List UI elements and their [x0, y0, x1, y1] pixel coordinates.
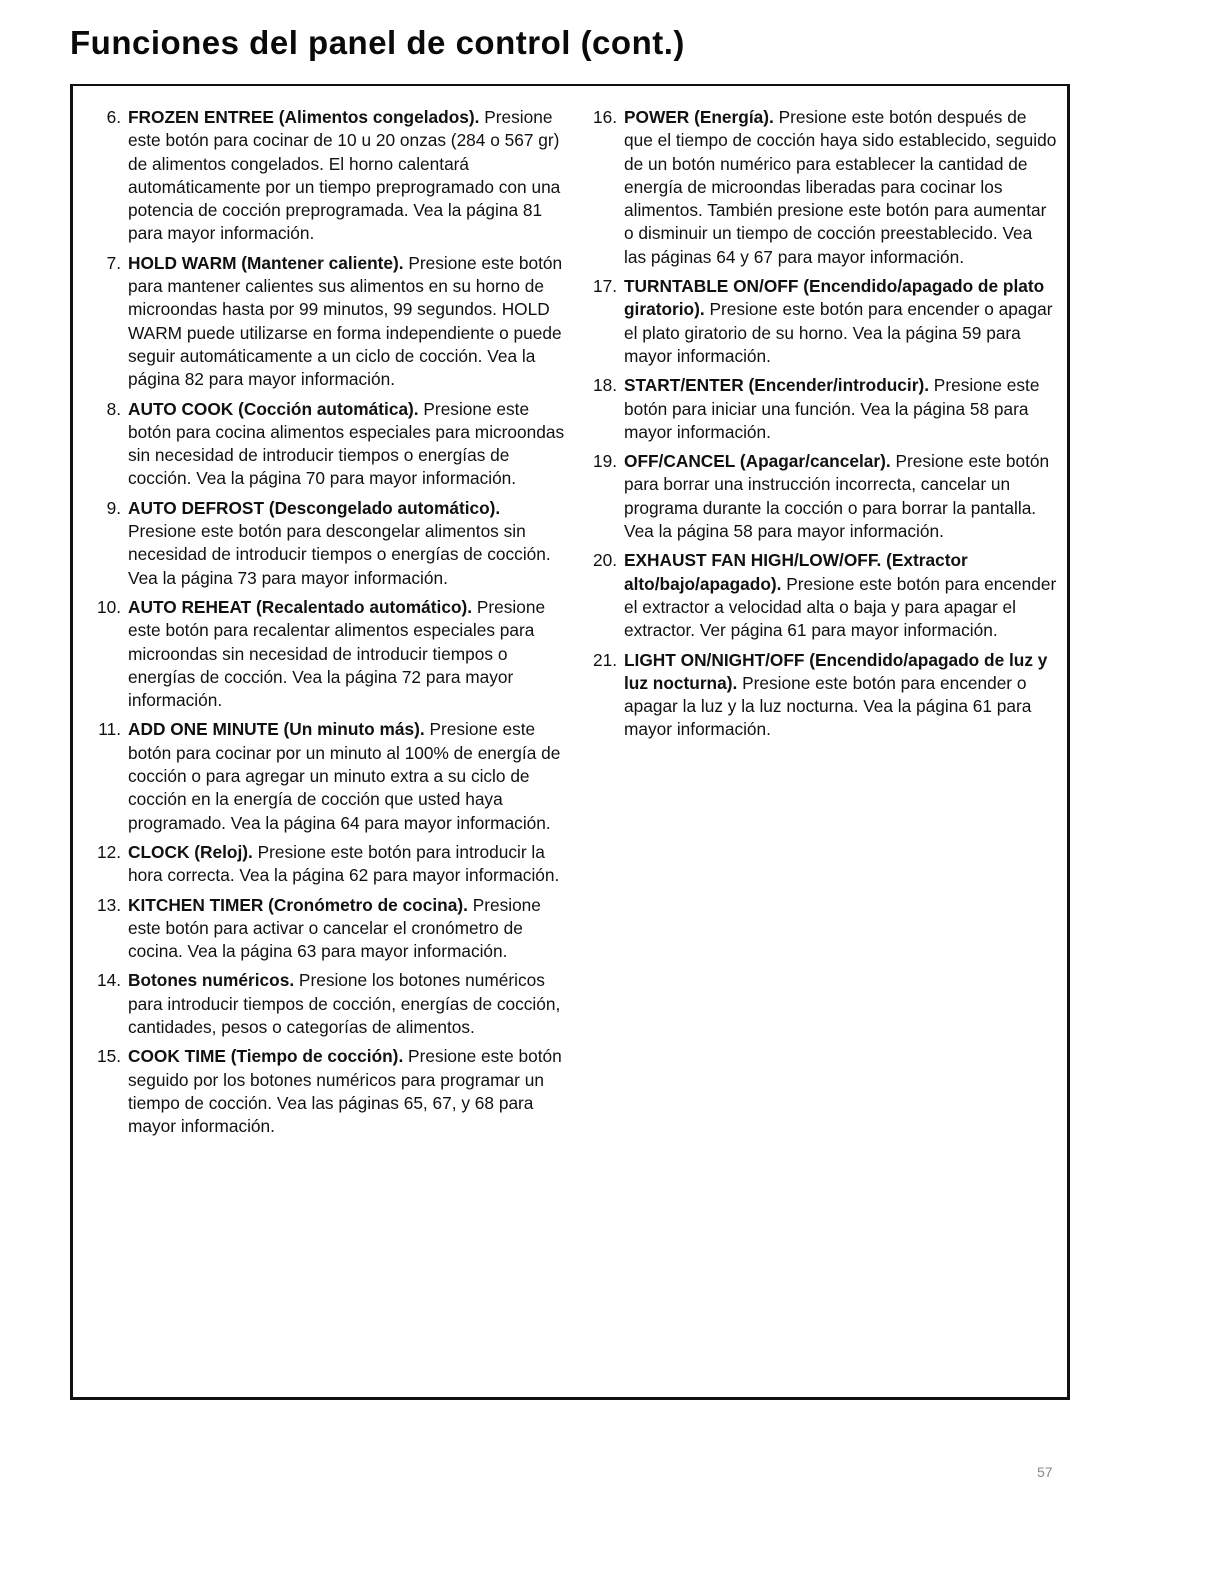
- item-text: Presione este botón para activar o cancelar el cronómetro de cocina. Vea la página 63 para mayor información.: [128, 894, 541, 962]
- item-text: Presione este botón para cocinar por un minuto al 100% de energía de cocción o para agregar un minuto extra a su ciclo de cocción en la energía de cocción que usted haya programado. Vea la página 64 para mayor información.: [128, 719, 561, 833]
- item-text: Presione este botón seguido por los botones numéricos para programar un tiempo de cocción. Vea las páginas 65, 67, y 68 para mayor información.: [128, 1046, 562, 1137]
- item-heading: COOK TIME (Tiempo de cocción).: [128, 1046, 404, 1067]
- item-text: Presione este botón para borrar una instrucción incorrecta, cancelar un programa durante la cocción o para borrar la pantalla. Vea la página 58 para mayor información.: [624, 451, 1050, 542]
- list-item: [92, 969, 572, 1039]
- item-text: Presione este botón después de que el tiempo de cocción haya sido establecido, seguido de un botón numérico para establecer la cantidad de energía de microondas liberadas para cocinar los alimentos. También presione este botón para aumentar o disminuir un tiempo de cocción preestablecido. Vea las páginas 64 y 67 para mayor información.: [624, 107, 1057, 267]
- list-item: [588, 450, 1058, 543]
- item-heading: START/ENTER (Encender/introducir).: [624, 375, 929, 396]
- item-text: Presione este botón para introducir la hora correcta. Vea la página 62 para mayor información.: [128, 841, 560, 886]
- item-heading: ADD ONE MINUTE (Un minuto más).: [128, 719, 425, 740]
- item-number: 17.: [592, 276, 617, 297]
- item-text: Presione este botón para cocina alimentos especiales para microondas sin necesidad de introducir tiempos o energías de cocción. Vea la página 70 para mayor información.: [128, 398, 565, 489]
- item-text: Presione este botón para recalentar alimentos especiales para microondas sin necesidad de introducir tiempos o energías de cocción. Vea la página 72 para mayor información.: [128, 596, 546, 711]
- list-item: [92, 841, 572, 888]
- item-number: 21.: [592, 649, 617, 670]
- item-number: 10.: [96, 596, 121, 617]
- page-title: Funciones del panel de control (cont.): [70, 24, 685, 61]
- item-text: Presione este botón para encender el extractor a velocidad alta o baja y para apagar el extractor. Ver página 61 para mayor información.: [624, 573, 1057, 641]
- item-number: 18.: [592, 375, 617, 396]
- item-heading: FROZEN ENTREE (Alimentos congelados).: [128, 107, 480, 127]
- item-number: 15.: [96, 1046, 121, 1067]
- item-heading: AUTO DEFROST (Descongelado automático).: [128, 497, 501, 518]
- item-number: 11.: [98, 719, 121, 740]
- item-text: Presione este botón para encender o apagar el plato giratorio de su horno. Vea la página 59 para mayor información.: [624, 299, 1053, 366]
- list-item: [92, 398, 572, 491]
- item-text: Presione los botones numéricos para introducir tiempos de cocción, energías de cocción, cantidades, pesos o categorías de alimentos.: [128, 970, 561, 1037]
- list-item: [92, 1045, 572, 1138]
- item-heading: CLOCK (Reloj).: [128, 841, 253, 862]
- item-heading: POWER (Energía).: [624, 107, 774, 127]
- list-item: [588, 374, 1058, 444]
- item-heading: KITCHEN TIMER (Cronómetro de cocina).: [128, 894, 468, 915]
- item-heading: AUTO REHEAT (Recalentado automático).: [128, 596, 473, 617]
- list-item: [588, 649, 1058, 742]
- item-heading: HOLD WARM (Mantener caliente).: [128, 252, 404, 273]
- item-heading: Botones numéricos.: [128, 970, 295, 991]
- list-item: [92, 106, 572, 246]
- item-number: 20.: [592, 550, 617, 571]
- item-text: Presione este botón para encender o apagar la luz y la luz nocturna. Vea la página 61 para mayor información.: [624, 672, 1032, 740]
- item-text: Presione este botón para descongelar alimentos sin necesidad de introducir tiempos o energías de cocción. Vea la página 73 para mayor información.: [128, 521, 551, 588]
- list-item: [92, 252, 572, 392]
- item-number: 6.: [106, 107, 121, 127]
- item-number: 13.: [96, 894, 121, 915]
- list-item: [92, 718, 572, 834]
- left-column: [92, 106, 572, 1144]
- list-item: [588, 549, 1058, 642]
- list-item: [588, 275, 1058, 368]
- list-item: [92, 497, 572, 590]
- item-number: 7.: [106, 252, 121, 273]
- item-number: 19.: [592, 451, 617, 472]
- item-number: 9.: [106, 497, 121, 518]
- item-text: Presione este botón para iniciar una función. Vea la página 58 para mayor información.: [624, 375, 1040, 442]
- item-text: Presione este botón para cocinar de 10 u 20 onzas (284 o 567 gr) de alimentos congelados. El horno calentará automáticamente por un tiempo preprogramado con una potencia de cocción preprogramada. Vea la página 81 para mayor información.: [128, 107, 561, 244]
- right-column: [588, 106, 1058, 748]
- item-text: Presione este botón para mantener calientes sus alimentos en su horno de microondas hasta por 99 minutos, 99 segundos. HOLD WARM puede utilizarse en forma independiente o puede seguir automáticamente a un ciclo de cocción. Vea la página 82 para mayor información.: [128, 252, 563, 390]
- item-number: 8.: [106, 398, 121, 419]
- item-heading: TURNTABLE ON/OFF (Encendido/apagado de plato giratorio).: [624, 276, 1045, 320]
- item-number: 12.: [96, 841, 121, 862]
- list-item: [92, 596, 572, 712]
- item-heading: OFF/CANCEL (Apagar/cancelar).: [624, 451, 891, 472]
- item-heading: EXHAUST FAN HIGH/LOW/OFF. (Extractor alto/bajo/apagado).: [624, 550, 968, 594]
- list-item: [92, 894, 572, 964]
- item-number: 16.: [592, 107, 617, 127]
- item-heading: LIGHT ON/NIGHT/OFF (Encendido/apagado de luz y luz nocturna).: [624, 649, 1048, 693]
- page-number: 57: [1037, 1464, 1053, 1480]
- list-item: [588, 106, 1058, 269]
- item-number: 14.: [96, 970, 121, 991]
- item-heading: AUTO COOK (Cocción automática).: [128, 398, 419, 419]
